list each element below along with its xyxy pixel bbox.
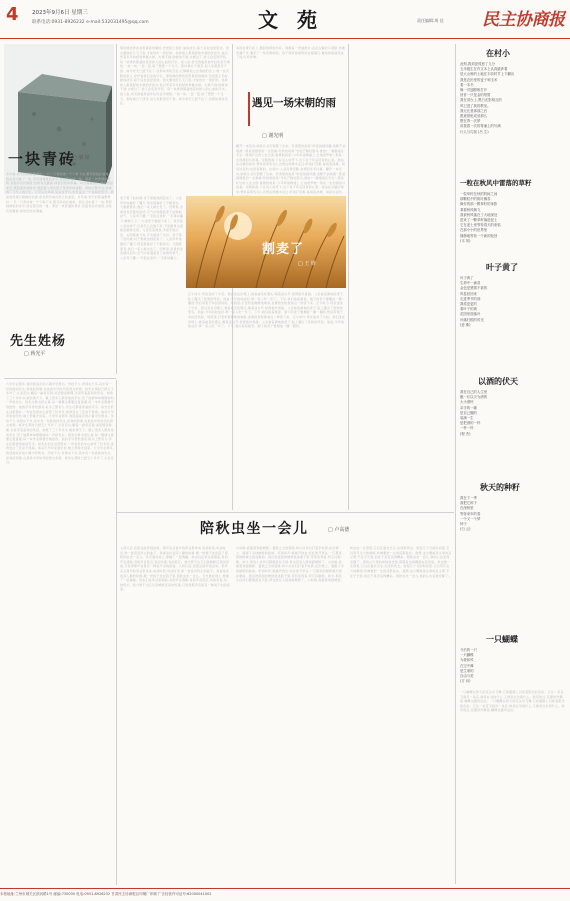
poem-line: 我无比者那那之后	[460, 108, 488, 113]
poem-title: 叶子黄了	[486, 262, 518, 272]
divider	[116, 512, 454, 513]
poem-title: 以酒的伏天	[478, 376, 518, 386]
poem-line: (木 易)	[460, 238, 471, 243]
poem-line: 生命中一滴泪	[460, 281, 481, 286]
poem-line: 此刻,我须更孤独了几分	[460, 62, 495, 66]
article-body: 那时候的青砖是用黄泥烧制的,先把泥土和好,做成砖坯,晾干后放进窑里烧。窑火要烧好几天几夜,才能烧出一窑好砖。烧砖的人都是经验丰富的老把式,他们凭着多年的经验掌握火候。火候不到,砖就烧不透;火候过了,砖又会变形开裂。每一块青砖都凝结着烧砖人的心血和汗水。祖父说,老宅的墙是他年轻时亲手砌的,一块一块,一层一层,砌了整整一个冬天。那时候日子清苦,但大家都很有干劲。如今老宅已经不在了,但那块青砖还在,它静静地立在我的阳台上,像一位沉默的老人,守护着我们家的记忆。那时候的青砖是用黄泥烧制的,先把泥土和好,做成砖坯,晾干后放进窑里烧。窑火要烧好几天几夜,才能烧出一窑好砖。烧砖的人都是经验丰富的老把式,他们凭着多年的经验掌握火候。火候不到,砖就烧不透;火候过了,砖又会变形开裂。每一块青砖都凝结着烧砖人的心血和汗水。祖父说,老宅的墙是他年轻时亲手砌的,一块一块,一层一层,砌了整整一个冬天。那时候日子清苦,但大家都很有干劲。如今老宅已经不在了,但那块青砖还在。	[120, 46, 230, 106]
poem-line: 金色是感情不衰的	[460, 286, 488, 291]
poem-line: 我将更更的	[460, 302, 477, 307]
article-title: 一块青砖	[8, 150, 77, 168]
article-author: □ 王 铎	[298, 261, 316, 267]
poem-line: 我被秋风落在了大地深处	[460, 212, 498, 217]
poem-line: (程 杰)	[460, 431, 471, 436]
poem-line: 像一对翅膀般打开	[460, 88, 488, 93]
section-title: 文 苑	[258, 8, 323, 32]
article-author: □ 蒋光平	[24, 351, 46, 357]
poem-line: 我在讲台上,黑白光影相互的	[460, 98, 502, 103]
poem-line: 用我看一次的背诵上的写满	[460, 124, 501, 129]
poem-line: 我在下一季	[460, 496, 477, 500]
poem-line: 风卷回回来	[460, 291, 477, 296]
divider	[4, 378, 116, 379]
article-author: □ 谢光明	[262, 133, 284, 139]
page-number: 4	[6, 4, 19, 25]
editor-credit: 责任编辑:周 佳	[417, 18, 444, 23]
article-body: 小时候,我最喜欢捉蟋蟀。夏秋之交的夜晚,和小伙伴们打着手电筒,在田埂上、墙根下寻找蟋蟀的踪迹。听到叫声,就循声找去,轻轻拨开草丛,一只黑亮的蟋蟀就出现在眼前。我们把捉到的蟋蟀装进瓶子里,带回家养着,听它们唱歌。如今,那些小伙伴们都散落在天涯,再也没有人陪我捉蟋蟀了。小时候,我最喜欢捉蟋蟀。夏秋之交的夜晚,和小伙伴们打着手电筒,在田埂上、墙根下寻找蟋蟀的踪迹。听到叫声,就循声找去,轻轻拨开草丛,一只黑亮的蟋蟀就出现在眼前。我们把捉到的蟋蟀装进瓶子里,带回家养着,听它们唱歌。如今,那些小伙伴们都散落在天涯,再也没有人陪我捉蟋蟀了。小时候,我最喜欢捉蟋蟀。	[236, 546, 344, 583]
poem-line: 今后的一只	[460, 648, 477, 652]
poem-line: 是把酒的一杯	[460, 421, 481, 426]
poem-line: 是生命的	[460, 668, 474, 673]
article-body: 多年前,老宅的院墙整修时,一只一只青砖被一个个取下来,整齐码放在墙角。我从其中挑了一块,带回到城里的家中,放在阳台的一角。那是一块普通的青砖,表面有些许斑驳,边角有些磨损,却依旧结实厚重。每当我看到它,就会想起老宅,想起童年的时光,想起祖父母在院子里劳作的身影。青砖沉默无言,却承载了几代人的记忆。它见证过风雨,见证过岁月,也见证过一个家庭的变迁。我常常抚摸它粗糙的表面,感受那份来自泥土的温度。多年前,老宅的院墙整修时,一只一只青砖被一个个取下来,整齐码放在墙角。我从其中挑了一块,带回到城里的家中,放在阳台的一角。那是一块普通的青砖,表面有些许斑驳,边角有些磨损,却依旧结实厚重。	[6, 172, 114, 213]
poem-line: 我是农田里的麦子和玉米	[460, 77, 498, 82]
poem-line: 看叶子的黄	[460, 307, 477, 312]
poem-line: 一杯一杯	[460, 426, 474, 431]
divider	[455, 44, 456, 884]
poem-line: 在那小小的世界里	[460, 228, 488, 233]
poem-line: 风卫进了我的教室。	[460, 103, 491, 108]
poem-line: 叶子黄了	[460, 276, 474, 280]
divider	[116, 44, 117, 374]
poem-body: 一只蝴蝶在秋天的花丛中飞舞,它的翅膀上闪烁着阳光的色彩。它从一朵花飞到另一朵花,像是在寻找什么,又像是在告别什么。秋风吹过,花瓣纷纷飘落,蝴蝶也随风远去。一只蝴蝶在秋天的花丛中飞舞,它的翅膀上闪烁着阳光的色彩。它从一朵花飞到另一朵花,像是在寻找什么,又像是在告别什么。秋风吹过,花瓣纷纷飘落,蝴蝶也随风远去。	[460, 690, 565, 713]
divider	[348, 44, 349, 510]
poem-line: 在深秋里	[460, 506, 474, 511]
poem-body	[460, 648, 566, 684]
poem-line: 叶落归根的时光	[460, 317, 484, 322]
article-title: 先生姓杨	[10, 334, 67, 349]
poem-line: 一只蝴蝶	[460, 653, 474, 658]
poem-line: 一个又一个梦	[460, 516, 481, 521]
poem-line: 为我和风	[460, 658, 474, 663]
footer-info: 本报地址:兰州市城关区滨河路1号 邮编:730030 电话:0931-8926232 甘肃民主协商报社印刷厂印刷 广告经营许可证号:62000041002	[0, 892, 212, 896]
article-author: □ 卢高德	[328, 527, 350, 533]
poem-line: 整在背一次梦	[460, 119, 481, 124]
article-body: 秋虫的一生很短,它们在夏末出生,在深秋死去。短短几个月的时间里,它们用尽全力地歌唱,仿佛要把一生的话都说完。我想,这大概就是生命的意义吧,不在于长短,而在于是否活得精彩。陪秋虫坐一会儿,我的心也变得安静了。那些白天里的烦恼和忧愁,都随着虫鸣飘散在夜风里。秋虫的一生很短,它们在夏末出生,在深秋死去。短短几个月的时间里,它们用尽全力地歌唱,仿佛要把一生的话都说完。我想,这大概就是生命的意义吧,不在于长短,而在于是否活得精彩。陪秋虫坐一会儿,我的心也变得安静了。	[350, 546, 452, 578]
poem-line: 它在泥土里等待春天的来临	[460, 223, 501, 228]
poem-line: 亲手的一碗	[460, 405, 477, 410]
poem-line: 是大山般的土地在丰收时节上下翻出	[460, 72, 515, 77]
title-accent	[248, 92, 250, 126]
article-body: 翻开一本宋词,雨就从书页里飘了出来。李清照的雨是“昨夜雨疏风骤,浓睡不消残酒”,那是闺阁里的一点愁绪;苏轼的雨是“竹杖芒鞋轻胜马,谁怕?一蓑烟雨任平生”,那是旷达的人生态度;蒋捷的雨是“少年听雨歌楼上,红烛昏罗帐”,那是一生的漂泊与沧桑。宋朝的雨,下在词人的笔下,也下在千年后读者的心里。我站在古镇的雨中,想象着那些词人也曾这样撑伞走过,听雨打芭蕉,看雨落池塘。雨是诗意的,也是寂寞的。在雨中,人会变得安静,会想起许多往事。翻开一本宋词,雨就从书页里飘了出来。李清照的雨是“昨夜雨疏风骤,浓睡不消残酒”,那是闺阁里的一点愁绪;苏轼的雨是“竹杖芒鞋轻胜马,谁怕?一蓑烟雨任平生”,那是旷达的人生态度;蒋捷的雨是“少年听雨歌楼上,红烛昏罗帐”,那是一生的漂泊与沧桑。宋朝的雨,下在词人的笔下,也下在千年后读者的心里。我站在古镇的雨中,想象着那些词人也曾这样撑伞走过,听雨打芭蕉,看雨落池塘。雨是诗意的,	[236, 144, 346, 194]
poem-title: 一粒在秋风中雷落的草籽	[460, 179, 532, 187]
poem-line: (爱 斯)	[460, 322, 471, 327]
poem-line: 进来了一颗草籽落进泥土	[460, 218, 498, 223]
article-body: 大学毕业那年,我回到家乡的小镇中学教书。学校不大,老师也不多,其中有一位姓杨的先生,是我的同事,也是我中学时代的语文老师。杨先生那时已经五十多岁了,头发花白,戴着一副老花镜,说话慢条斯理,总是带着温和的笑容。他教了三十多年书,桃李满天下。镇上很多人都是他的学生,见了他都恭恭敬敬地叫一声杨先生。杨先生教书很认真,每一篇课文都要反复备课,每一本作业都要仔细批改。他的字写得很漂亮,板书工整有力,学生们都喜欢看他写字。杨先生的生活很简朴,一件灰色的中山装穿了好多年,洗得发白了还舍不得换。他每天早早来到学校,晚上很晚才回家。大学毕业那年,我回到家乡的小镇中学教书。学校不大,老师也不多,其中有一位姓杨的先生,是我的同事,也是我中学时代的语文老师。杨先生那时已经五十多岁了,头发花白,戴着一副老花镜,说话慢条斯理,总是带着温和的笑容。他教了三十多年书,桃李满天下。镇上很多人都是他的学生,见了他都恭恭敬敬地叫一声杨先生。杨先生教书很认真,每一篇课文都要反复备课,每一本作业都要仔细批改。他的字写得很漂亮,板书工整有力,学生们都喜欢看他写字。杨先生的生活很简朴,一件灰色的中山装穿了好多年,洗得发白了还舍不得换。他每天早早来到学校,晚上很晚才回家。大学毕业那年,我回到家乡的小镇中学教书。学校不大,老师也不多,其中有一位姓杨的先生,是我的同事,也是我中学时代的语文老师。杨先生那时已经五十多岁了,头发花白。	[6, 382, 114, 465]
masthead-logo: 民主协商报	[482, 10, 565, 30]
poem-line: 行人与鸟窝 (吕 生)	[460, 129, 489, 134]
poem-line: 是自己酿的	[460, 410, 477, 415]
article-body: 正午时分,母亲送来了午饭。我们坐在田埂上,就着咸菜吃馒头,喝着凉白开,觉得格外香甜。父亲看着满地的麦子,脸上露出了欣慰的笑容。他说,今年的收成好,够一家人吃一年了。下午,我们接着割麦。割下的麦子要捆成一捆一捆的,然后用架子车拉回场院。场院里,打麦机轰隆隆地响着,金黄的麦粒像雨点一样落下来。正午时分,母亲送来了午饭。我们坐在田埂上,就着咸菜吃馒头,喝着凉白开,觉得格外香甜。父亲看着满地的麦子,脸上露出了欣慰的笑容。他说,今年的收成好,够一家人吃一年了。下午,我们接着割麦。割下的麦子要捆成一捆一捆的,然后用架子车拉回场院。场院里,打麦机轰隆隆地响着,金黄的麦粒像雨点一样落下来。正午时分,母亲送来了午饭。我们坐在田埂上,就着咸菜吃馒头,喝着凉白开,觉得格外香甜。父亲看着满地的麦子,脸上露出了欣慰的笑容。他说,今年的收成好,够一家人吃一年了。下午,我们接着割麦。割下的麦子要捆成一捆一捆的。	[188, 292, 346, 329]
poem-line: 静静地等待一个新的轮回	[460, 233, 498, 238]
poem-line: 种子	[460, 522, 467, 527]
poem-body	[460, 192, 566, 244]
issue-date: 2023年9月6日 星期三	[32, 10, 88, 16]
poem-line: 在空中舞	[460, 663, 474, 668]
poem-body	[460, 390, 566, 437]
contact-info: 联系电话:0931-8926232 e-mail:532031495@qq.com	[32, 20, 149, 25]
article-body: 入秋以后,夜里总能听到虫鸣。那声音从窗外的草丛里传来,时高时低,时远时近,像一首没有终止的曲子。我常常在夜深人静的时候,搬一把椅子坐在院子里,陪秋虫坐一会儿。月光洒在地上,像铺了一层薄霜。秋虫们在草丛里唱着,有的声音清脆,有的声音低沉,有的急促,有的悠长。我分辨不出它们是蟋蟀还是纺织娘,只觉得那声音里有一种说不出的寂寥。入秋以后,夜里总能听到虫鸣。那声音从窗外的草丛里传来,时高时低,时远时近,像一首没有终止的曲子。我常常在夜深人静的时候,搬一把椅子坐在院子里,陪秋虫坐一会儿。月光洒在地上,像铺了一层薄霜。秋虫们在草丛里唱着,有的声音清脆,有的声音低沉,有的急促,有的悠长。我分辨不出它们是蟋蟀还是纺织娘,只觉得那声音里有一种说不出的寂寥。	[120, 546, 230, 592]
poem-title: 一只蝴蝶	[486, 634, 518, 644]
article-title: 割麦了	[262, 242, 305, 257]
poem-line: 乘着秋风飘飞	[460, 207, 481, 212]
poem-line: 装满一生	[460, 416, 474, 421]
poem-title: 秋天的种籽	[480, 482, 520, 492]
page-footer	[0, 888, 570, 901]
poem-line: 酿一坛以天为酒的	[460, 395, 488, 400]
poem-title: 在村小	[486, 48, 510, 58]
poem-line: 我把它种下	[460, 501, 477, 506]
poem-line: 愿意领驼成爱那么	[460, 114, 488, 119]
poem-line: 大小酒杯	[460, 400, 474, 405]
poem-line: 走进季节的那	[460, 296, 481, 301]
poem-line: 五年级生在作文本上认真跋涉着	[460, 67, 508, 72]
poem-line: 我在自己的人生里	[460, 390, 488, 394]
poem-body	[460, 62, 566, 135]
poem-line: 回首一只是金的短暂	[460, 93, 491, 98]
poem-line: 等待来年的春	[460, 511, 481, 516]
poem-line: 自由与美	[460, 674, 474, 679]
poem-body	[460, 496, 566, 532]
article-body: 雨落在青石板上,溅起细碎的水花。我撑着一把油纸伞,走在古镇的小巷里,仿佛穿越千年,遇见了一场宋朝的雨。巷子两旁是斑驳的白墙黛瓦,檐角的雨滴连成了线,叮咚作响。	[236, 46, 346, 60]
article-title: 遇见一场宋朝的雨	[252, 97, 336, 109]
poem-line: 那颗粒中的树叶飘零	[460, 197, 491, 202]
poem-line: (白 云)	[460, 527, 471, 532]
article-body: 麦子黄了的时候,村子里就热闹起来了。父亲早早地磨好了镰刀,母亲准备好了干粮和水。天刚蒙蒙亮,我们一家人就出发了。田野里,金黄的麦浪随风起伏,空气中弥漫着麦子成熟的香气。父亲弯下腰,一手抓住麦秆,一手挥动镰刀,嚓嚓几下,一大把麦子就割下来了。我学着父亲的样子,可是怎么也割不好,不是割得太高就是割得太低。父亲笑着教我,手把手地示范。太阳渐渐升高,汗水湿透了衣衫。麦子黄了的时候,村子里就热闹起来了。父亲早早地磨好了镰刀,母亲准备好了干粮和水。天刚蒙蒙亮,我们一家人就出发了。田野里,金黄的麦浪随风起伏,空气中弥漫着麦子成熟的香气。父亲弯下腰,一手抓住麦秆,一手挥动镰刀。	[120, 196, 184, 260]
poem-line: (方 向)	[460, 679, 471, 684]
poem-body	[460, 276, 566, 328]
poem-line: 花园里面落叶	[460, 312, 481, 317]
poem-line: 看一本书	[460, 82, 474, 87]
article-author: □ 梁 征	[72, 155, 90, 161]
divider	[116, 380, 117, 885]
poem-line: 一粒草籽在秋的枝柯之间	[460, 192, 498, 196]
article-title: 陪秋虫坐一会儿	[200, 521, 309, 537]
poem-line: 像你的那一颗草籽的身影	[460, 202, 498, 207]
